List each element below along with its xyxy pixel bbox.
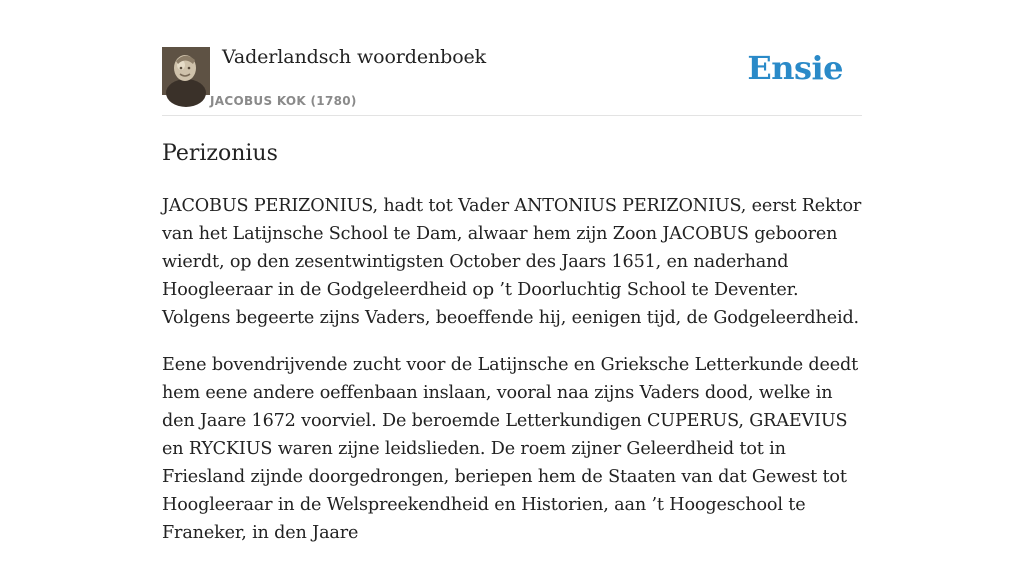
entry-paragraph: Eene bovendrijvende zucht voor de Latijnsche en Grieksche Letterkunde deedt hem eene andere oeffenbaan inslaan, vooral naa zijns Vaders dood, welke in den Jaare 1672 voorviel. De beroemde Letterkundigen CUPERUS, GRAEVIUS en RYCKIUS waren zijne leidslieden. De roem zijner Geleerdheid tot in Friesland zijnde doorgedrongen, beriepen hem de Staaten van dat Gewest tot Hoogleeraar in de Welspreekendheid en Historien, aan ’t Hoogeschool te Franeker, in den Jaare bbox=[162, 355, 859, 543]
author-portrait-icon[interactable] bbox=[162, 47, 210, 95]
entry-body bbox=[162, 192, 862, 566]
entry-title: Perizonius bbox=[162, 141, 278, 166]
book-header bbox=[162, 0, 862, 116]
ensie-logo[interactable]: Ensie bbox=[747, 49, 843, 87]
book-title[interactable]: Vaderlandsch woordenboek bbox=[222, 46, 487, 68]
author-name[interactable]: JACOBUS KOK (1780) bbox=[210, 94, 357, 108]
entry-paragraph: JACOBUS PERIZONIUS, hadt tot Vader ANTONIUS PERIZONIUS, eerst Rektor van het Latijnsche School te Dam, alwaar hem zijn Zoon JACOBUS gebooren wierdt, op den zesentwintigsten October des Jaars 1651, en naderhand Hoogleeraar in de Godgeleerdheid op ’t Doorluchtig School te Deventer. Volgens begeerte zijns Vaders, beoeffende hij, eenigen tijd, de Godgeleerdheid. bbox=[162, 196, 862, 328]
